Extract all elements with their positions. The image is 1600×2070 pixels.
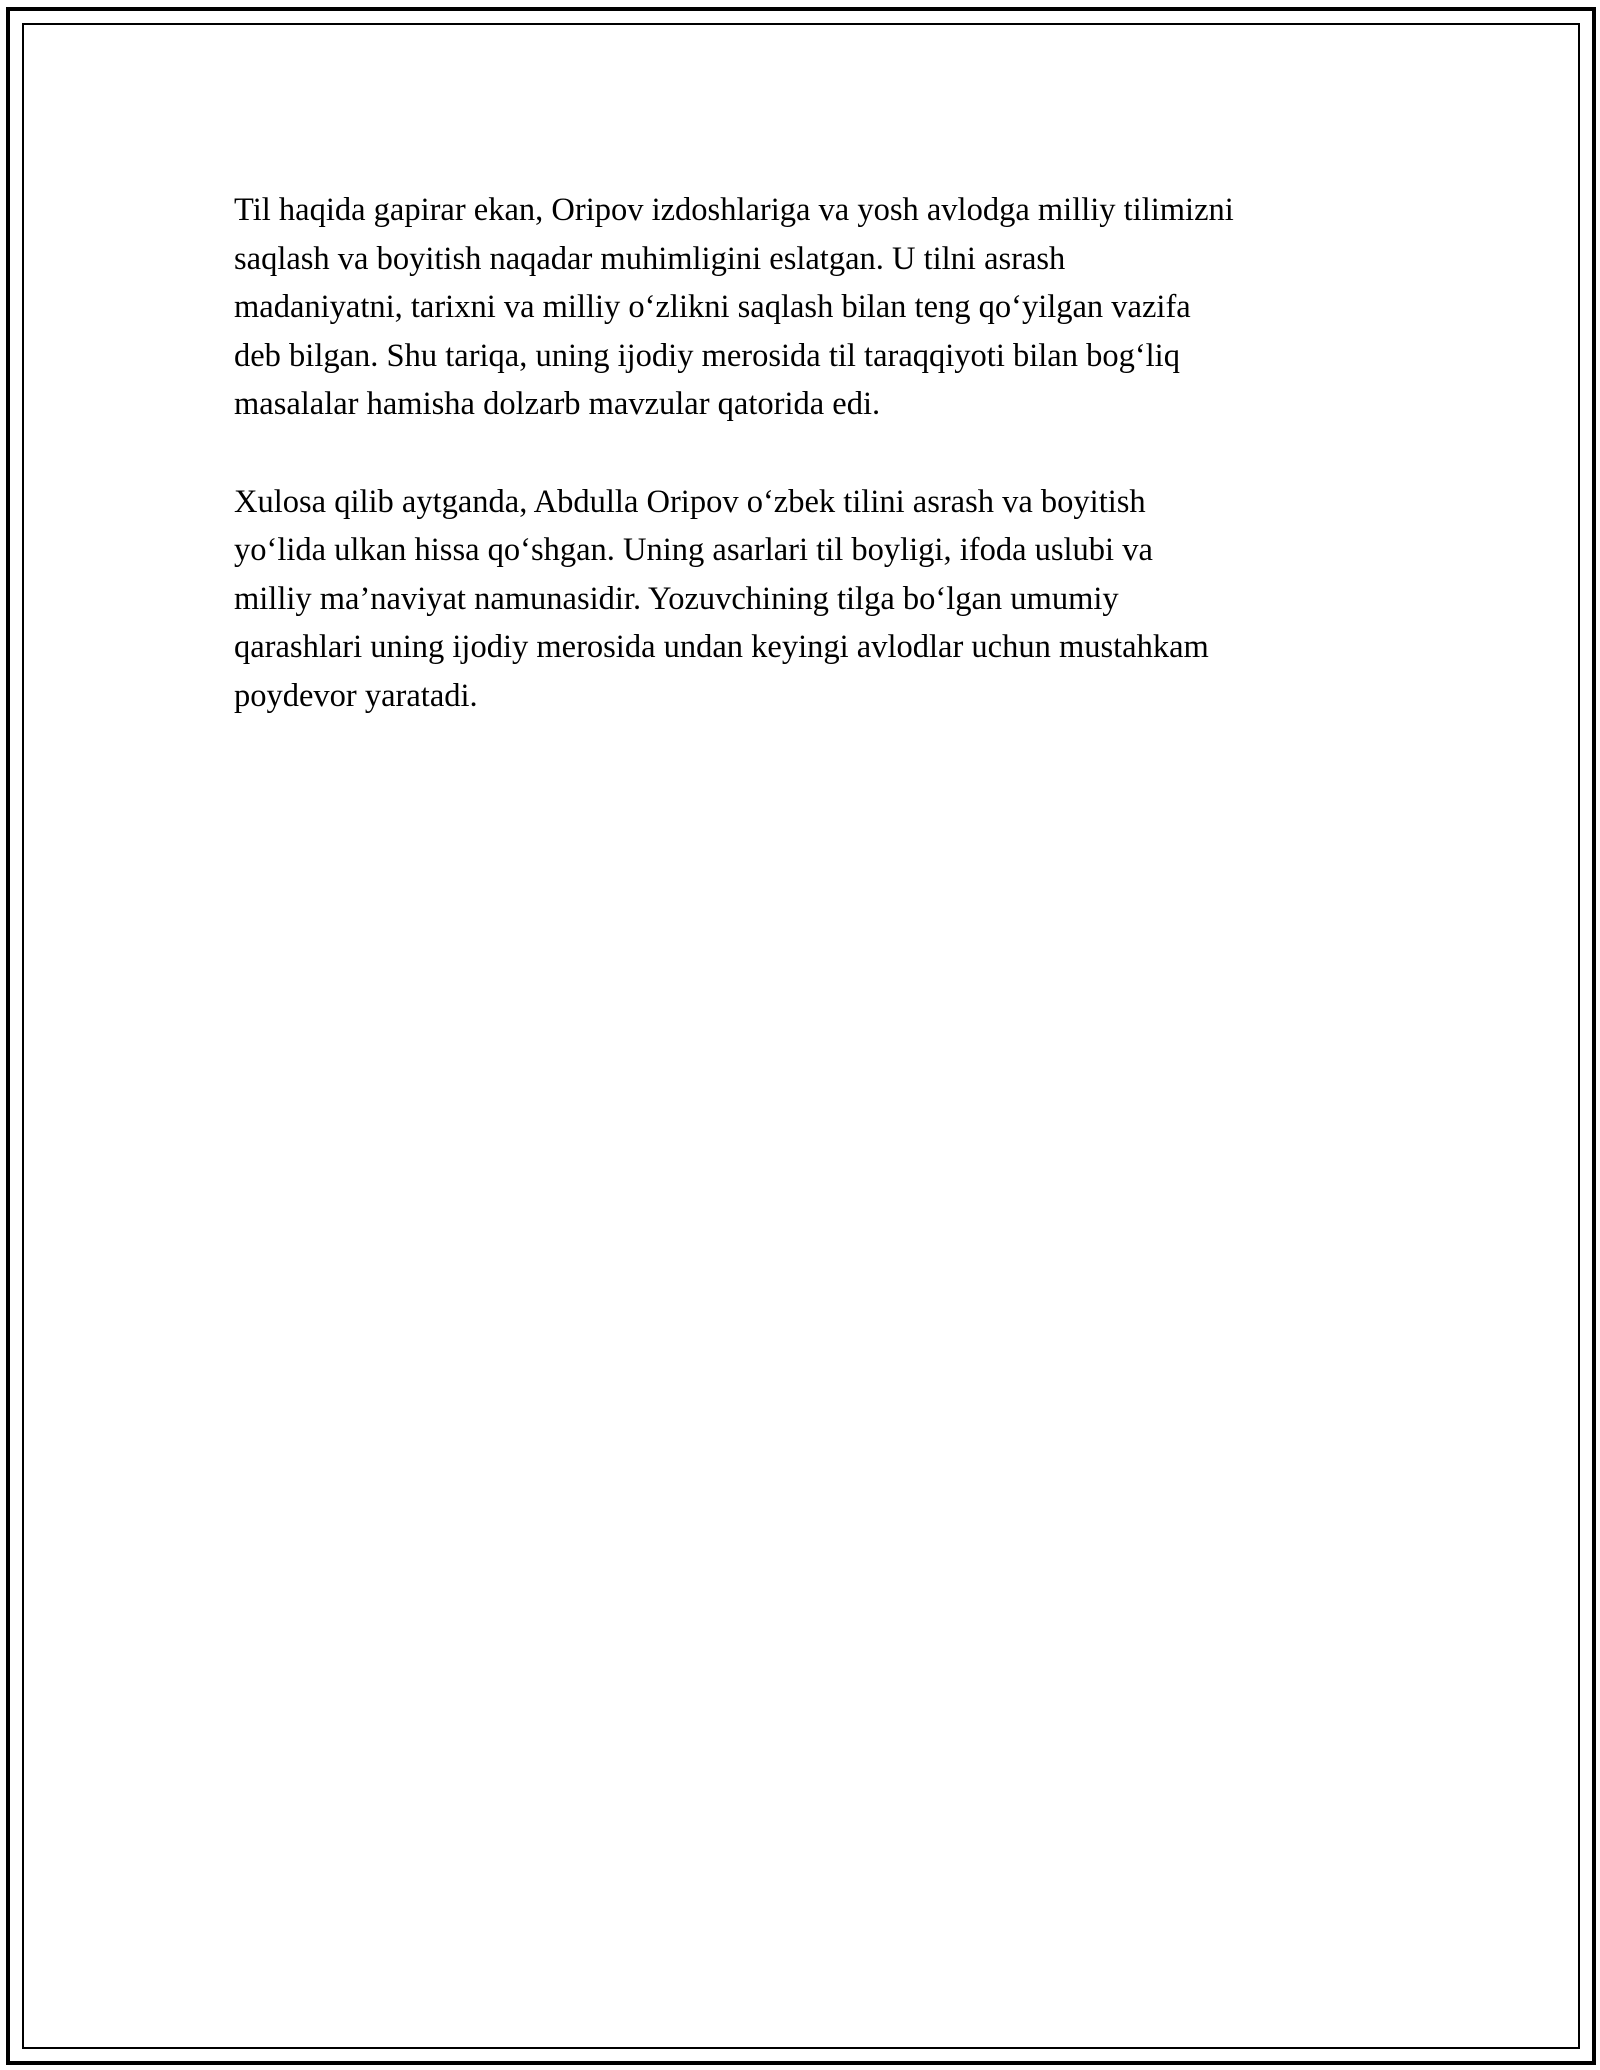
text-line: milliy ma’naviyat namunasidir. Yozuvchining tilga bo‘lgan umumiy — [234, 580, 1119, 617]
paragraph-1 — [234, 186, 1374, 429]
text-line: yo‘lida ulkan hissa qo‘shgan. Uning asarlari til boyligi, ifoda uslubi va — [234, 532, 1153, 569]
text-line: madaniyatni, tarixni va milliy o‘zlikni saqlash bilan teng qo‘yilgan vazifa — [234, 289, 1191, 326]
text-line: saqlash va boyitish naqadar muhimligini eslatgan. U tilni asrash — [234, 240, 1066, 277]
text-line: Til haqida gapirar ekan, Oripov izdoshlariga va yosh avlodga milliy tilimizni — [234, 192, 1234, 228]
paragraph-2 — [234, 478, 1374, 721]
document-body — [234, 186, 1374, 769]
text-line: poydevor yaratadi. — [234, 677, 478, 714]
text-line: Xulosa qilib aytganda, Abdulla Oripov o‘zbek tilini asrash va boyitish — [234, 483, 1146, 520]
text-line: qarashlari uning ijodiy merosida undan keyingi avlodlar uchun mustahkam — [234, 629, 1209, 666]
text-line: masalalar hamisha dolzarb mavzular qatorida edi. — [234, 386, 881, 423]
text-line: deb bilgan. Shu tariqa, uning ijodiy merosida til taraqqiyoti bilan bog‘liq — [234, 337, 1180, 374]
